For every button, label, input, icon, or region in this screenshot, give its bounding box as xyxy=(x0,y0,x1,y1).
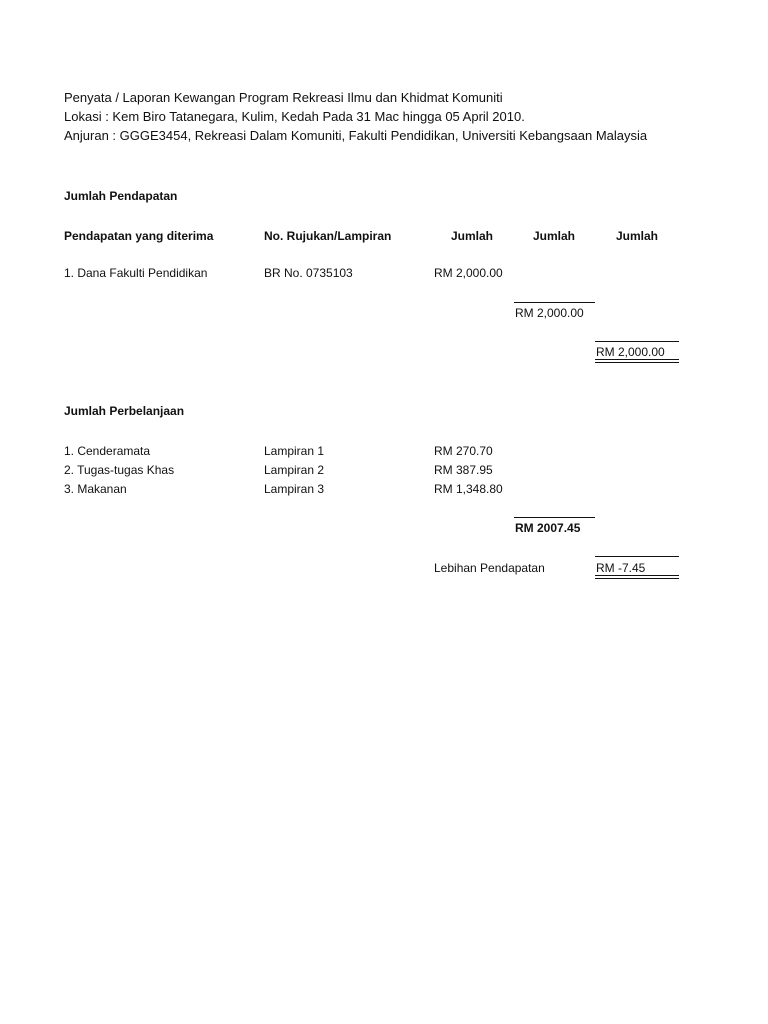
income-section-title: Jumlah Pendapatan xyxy=(64,189,178,203)
column-header-amount-1: Jumlah xyxy=(450,229,493,243)
statement-location: Lokasi : Kem Biro Tatanegara, Kulim, Kedah Pada 31 Mac hingga 05 April 2010. xyxy=(64,109,525,124)
income-total: RM 2,000.00 xyxy=(596,345,665,359)
expense-section-title: Jumlah Perbelanjaan xyxy=(64,404,185,418)
column-header-description: Pendapatan yang diterima xyxy=(64,229,214,243)
statement-title: Penyata / Laporan Kewangan Program Rekreasi Ilmu dan Khidmat Komuniti xyxy=(64,90,503,105)
statement-organizer: Anjuran : GGGE3454, Rekreasi Dalam Komuniti, Fakulti Pendidikan, Universiti Kebangsaan Malaysia xyxy=(64,128,648,143)
column-header-amount-2: Jumlah xyxy=(532,229,575,243)
expense-reference: Lampiran 1 xyxy=(264,444,325,458)
expense-description: 3. Makanan xyxy=(64,482,127,496)
income-amount: RM 2,000.00 xyxy=(434,266,503,280)
expense-reference: Lampiran 3 xyxy=(264,482,325,496)
expense-reference: Lampiran 2 xyxy=(264,463,325,477)
income-reference: BR No. 0735103 xyxy=(264,266,353,280)
expense-amount: RM 270.70 xyxy=(434,444,493,458)
income-description: 1. Dana Fakulti Pendidikan xyxy=(64,266,208,280)
balance-value: RM -7.45 xyxy=(596,561,646,575)
balance-rule xyxy=(595,556,679,557)
expense-subtotal-rule xyxy=(514,517,595,518)
column-header-amount-3: Jumlah xyxy=(615,229,658,243)
expense-subtotal: RM 2007.45 xyxy=(515,521,581,535)
balance-label: Lebihan Pendapatan xyxy=(434,561,545,575)
column-header-reference: No. Rujukan/Lampiran xyxy=(264,229,392,243)
expense-amount: RM 387.95 xyxy=(434,463,493,477)
balance-double-underline xyxy=(595,575,679,579)
income-total-double-underline xyxy=(595,359,679,363)
expense-description: 1. Cenderamata xyxy=(64,444,151,458)
expense-amount: RM 1,348.80 xyxy=(434,482,503,496)
income-subtotal: RM 2,000.00 xyxy=(515,306,584,320)
expense-description: 2. Tugas-tugas Khas xyxy=(64,463,175,477)
income-subtotal-rule xyxy=(514,302,595,303)
income-total-rule xyxy=(595,341,679,342)
